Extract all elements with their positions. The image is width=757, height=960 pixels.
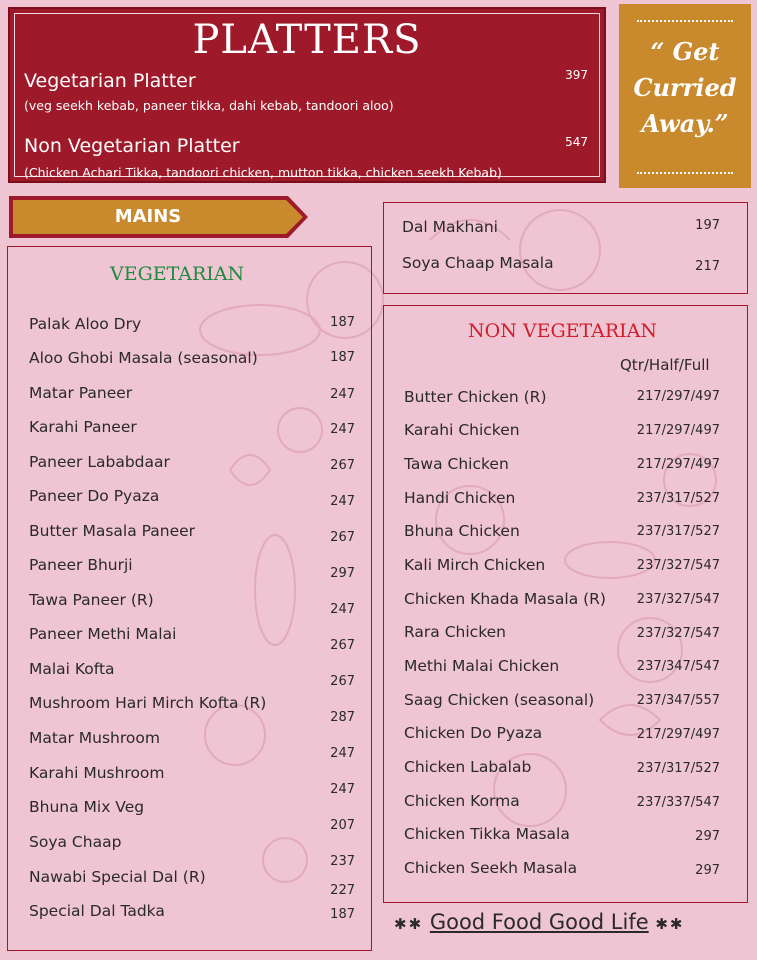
menu-item-name: Soya Chaap xyxy=(29,833,122,851)
slogan-text: “ Get Curried Away.” xyxy=(633,37,737,138)
menu-item-price: 247 xyxy=(330,387,355,402)
platter-description: (Chicken Achari Tikka, tandoori chicken, mutton tikka, chicken seekh Kebab) xyxy=(24,165,502,180)
menu-item-price: 247 xyxy=(330,602,355,617)
menu-item-price: 187 xyxy=(330,907,355,922)
menu-item-price: 247 xyxy=(330,746,355,761)
menu-item-price: 187 xyxy=(330,350,355,365)
menu-item-name: Soya Chaap Masala xyxy=(402,254,554,272)
menu-item-price: 267 xyxy=(330,638,355,653)
menu-item-name: Matar Paneer xyxy=(29,384,133,402)
menu-item-name: Tawa Paneer (R) xyxy=(29,591,154,609)
menu-item-price: 237/317/527 xyxy=(636,491,720,506)
menu-item-price: 237/337/547 xyxy=(636,795,720,810)
menu-item-name: Chicken Do Pyaza xyxy=(404,724,543,742)
menu-item-price: 237/327/547 xyxy=(636,558,720,573)
menu-item-name: Karahi Chicken xyxy=(404,421,520,439)
platter-name: Vegetarian Platter xyxy=(24,70,196,92)
menu-item-name: Special Dal Tadka xyxy=(29,902,165,920)
menu-item-name: Handi Chicken xyxy=(404,489,516,507)
menu-item-name: Aloo Ghobi Masala (seasonal) xyxy=(29,349,258,367)
platters-banner xyxy=(8,7,606,183)
menu-item-name: Paneer Bhurji xyxy=(29,556,133,574)
menu-item-name: Methi Malai Chicken xyxy=(404,657,560,675)
menu-item-price: 217/297/497 xyxy=(636,423,720,438)
menu-item-price: 267 xyxy=(330,458,355,473)
star-icon: ✱✱ xyxy=(394,915,424,933)
menu-item-name: Chicken Khada Masala (R) xyxy=(404,590,606,608)
menu-item-price: 207 xyxy=(330,818,355,833)
menu-item-name: Bhuna Mix Veg xyxy=(29,798,145,816)
menu-item-name: Nawabi Special Dal (R) xyxy=(29,868,206,886)
menu-item-name: Kali Mirch Chicken xyxy=(404,556,546,574)
menu-item-name: Saag Chicken (seasonal) xyxy=(404,691,595,709)
platter-price: 397 xyxy=(565,68,588,82)
menu-item-name: Chicken Tikka Masala xyxy=(404,825,570,843)
menu-item-name: Tawa Chicken xyxy=(404,455,509,473)
price-header: Qtr/Half/Full xyxy=(620,356,710,374)
menu-item-name: Butter Chicken (R) xyxy=(404,388,547,406)
menu-item-price: 217/297/497 xyxy=(636,727,720,742)
dal-section xyxy=(383,202,748,294)
menu-item-name: Matar Mushroom xyxy=(29,729,160,747)
menu-item-price: 237/347/557 xyxy=(636,693,720,708)
menu-item-price: 237/317/527 xyxy=(636,524,720,539)
menu-item-price: 247 xyxy=(330,782,355,797)
menu-item-price: 197 xyxy=(695,218,720,233)
menu-item-name: Malai Kofta xyxy=(29,660,115,678)
platter-description: (veg seekh kebab, paneer tikka, dahi kebab, tandoori aloo) xyxy=(24,98,394,113)
menu-item-name: Chicken Labalab xyxy=(404,758,532,776)
menu-item-name: Paneer Methi Malai xyxy=(29,625,177,643)
menu-item-price: 237/317/527 xyxy=(636,761,720,776)
menu-item-price: 297 xyxy=(330,566,355,581)
menu-item-name: Chicken Korma xyxy=(404,792,520,810)
star-icon: ✱✱ xyxy=(655,915,685,933)
menu-item-price: 297 xyxy=(695,863,720,878)
menu-item-price: 297 xyxy=(695,829,720,844)
menu-item-price: 237/327/547 xyxy=(636,626,720,641)
menu-item-price: 247 xyxy=(330,422,355,437)
menu-item-price: 287 xyxy=(330,710,355,725)
menu-item-price: 237 xyxy=(330,854,355,869)
mains-label: MAINS xyxy=(114,206,182,227)
platters-title: PLATTERS xyxy=(192,17,422,63)
menu-item-name: Mushroom Hari Mirch Kofta (R) xyxy=(29,694,267,712)
menu-item-name: Chicken Seekh Masala xyxy=(404,859,578,877)
footer-tagline xyxy=(394,910,685,934)
platter-name: Non Vegetarian Platter xyxy=(24,135,240,157)
menu-item-price: 217/297/497 xyxy=(636,457,720,472)
non-vegetarian-heading: NON VEGETARIAN xyxy=(468,320,658,342)
menu-item-name: Paneer Do Pyaza xyxy=(29,487,160,505)
platter-price: 547 xyxy=(565,135,588,149)
menu-item-price: 237/347/547 xyxy=(636,659,720,674)
menu-item-name: Karahi Mushroom xyxy=(29,764,165,782)
menu-item-price: 217/297/497 xyxy=(636,389,720,404)
menu-item-price: 237/327/547 xyxy=(636,592,720,607)
menu-item-name: Butter Masala Paneer xyxy=(29,522,196,540)
menu-item-price: 267 xyxy=(330,530,355,545)
menu-item-name: Palak Aloo Dry xyxy=(29,315,142,333)
menu-item-name: Bhuna Chicken xyxy=(404,522,520,540)
vegetarian-heading: VEGETARIAN xyxy=(110,263,245,285)
menu-item-name: Paneer Lababdaar xyxy=(29,453,170,471)
menu-item-price: 227 xyxy=(330,883,355,898)
menu-item-name: Dal Makhani xyxy=(402,218,498,236)
menu-item-name: Karahi Paneer xyxy=(29,418,137,436)
menu-item-price: 267 xyxy=(330,674,355,689)
menu-item-name: Rara Chicken xyxy=(404,623,506,641)
slogan-badge xyxy=(619,4,751,188)
menu-item-price: 187 xyxy=(330,315,355,330)
menu-item-price: 217 xyxy=(695,259,720,274)
tagline-text: Good Food Good Life xyxy=(429,910,649,934)
menu-item-price: 247 xyxy=(330,494,355,509)
